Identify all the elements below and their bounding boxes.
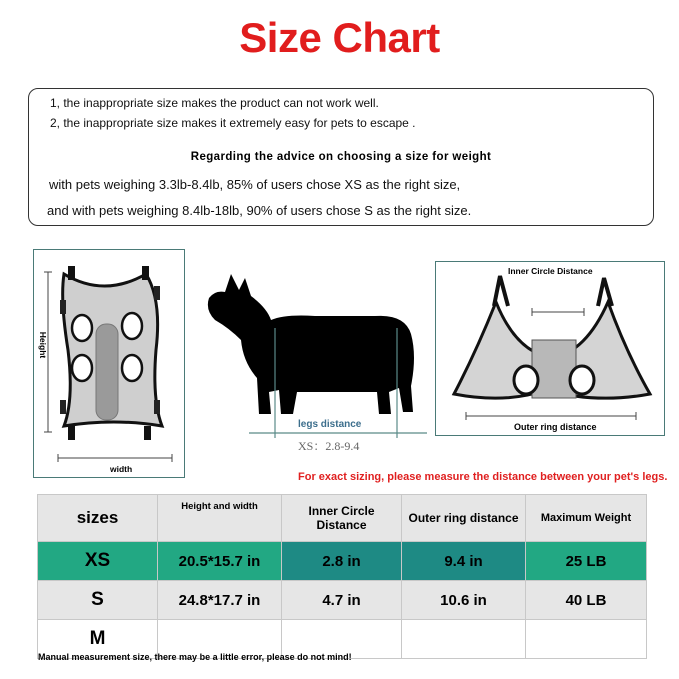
xs-range-label: XS：2.8-9.4 <box>298 439 360 453</box>
header-height-width: Height and width <box>158 495 282 542</box>
footer-disclaimer: Manual measurement size, there may be a little error, please do not mind! <box>38 652 352 662</box>
harness-hang-panel <box>435 261 665 436</box>
size-cell: S <box>38 581 158 620</box>
max-weight-cell <box>526 620 647 659</box>
outer-ring-label: Outer ring distance <box>514 422 597 432</box>
outer-ring-cell: 10.6 in <box>402 581 526 620</box>
inner-circle-cell: 4.7 in <box>282 581 402 620</box>
width-label: width <box>110 464 133 474</box>
harness-flat-image <box>34 250 184 477</box>
height-width-cell: 24.8*17.7 in <box>158 581 282 620</box>
harness-flat-panel <box>33 249 185 478</box>
size-cell: M <box>38 620 158 659</box>
page-title: Size Chart <box>239 14 440 61</box>
height-label: Height <box>38 331 49 359</box>
header-inner-circle: Inner Circle Distance <box>282 495 402 542</box>
harness-hang-image <box>436 262 664 435</box>
max-weight-cell: 40 LB <box>526 581 647 620</box>
outer-ring-cell: 9.4 in <box>402 542 526 581</box>
advice-heading: Regarding the advice on choosing a size for weight <box>190 151 492 163</box>
header-max-weight: Maximum Weight <box>526 495 647 542</box>
sizing-note: For exact sizing, please measure the distance between your pet's legs. <box>298 471 668 483</box>
table-row <box>38 581 647 620</box>
height-width-cell: 20.5*15.7 in <box>158 542 282 581</box>
legs-distance-label: legs distance <box>298 419 362 430</box>
advice-line-2: and with pets weighing 8.4lb-18lb, 90% of users chose S as the right size. <box>47 203 472 218</box>
note-line-1: 1, the inappropriate size makes the product can not work well. <box>50 96 379 110</box>
table-row <box>38 542 647 581</box>
size-table <box>37 494 647 659</box>
note-line-2: 2, the inappropriate size makes it extremely easy for pets to escape . <box>50 116 416 130</box>
table-header-row <box>38 495 647 542</box>
inner-circle-cell: 2.8 in <box>282 542 402 581</box>
outer-ring-cell <box>402 620 526 659</box>
advice-line-1: with pets weighing 3.3lb-8.4lb, 85% of users chose XS as the right size, <box>49 177 461 192</box>
max-weight-cell: 25 LB <box>526 542 647 581</box>
size-cell: XS <box>38 542 158 581</box>
notes-box <box>28 88 654 226</box>
inner-circle-label: Inner Circle Distance <box>508 266 593 276</box>
header-outer-ring: Outer ring distance <box>402 495 526 542</box>
header-sizes: sizes <box>38 495 158 542</box>
